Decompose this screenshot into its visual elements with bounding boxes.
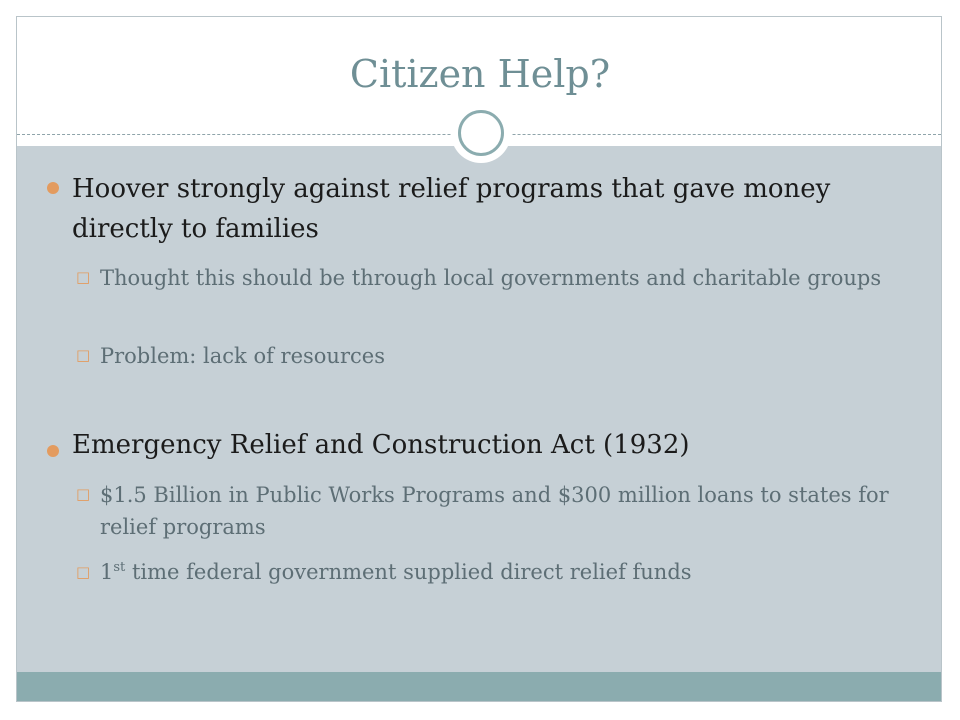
sub-bullet-1-1: Thought this should be through local governments and charitable groups (100, 266, 882, 290)
sub-bullet-1-2: Problem: lack of resources (100, 344, 385, 368)
sub-bullet-text: time federal government supplied direct relief funds (125, 560, 692, 584)
sub-bullet-2-2 (100, 556, 910, 588)
sub-bullet-2-1: $1.5 Billion in Public Works Programs and $300 million loans to states for relief programs (100, 483, 889, 539)
bullet-dot (47, 182, 59, 194)
ordinal-number: 1 (100, 560, 114, 584)
bullet-2: Emergency Relief and Construction Act (1932) (72, 430, 690, 460)
sub-bullet-icon: □ (76, 346, 91, 364)
slide-title: Citizen Help? (349, 52, 611, 96)
sub-bullet-icon: □ (76, 485, 91, 503)
bullet-dot (47, 445, 59, 457)
ordinal-superscript: st (113, 560, 126, 575)
sub-bullet-icon: □ (76, 268, 91, 286)
sub-bullet-icon: □ (76, 563, 91, 581)
bullet-1: Hoover strongly against relief programs that gave money directly to families (72, 174, 831, 244)
